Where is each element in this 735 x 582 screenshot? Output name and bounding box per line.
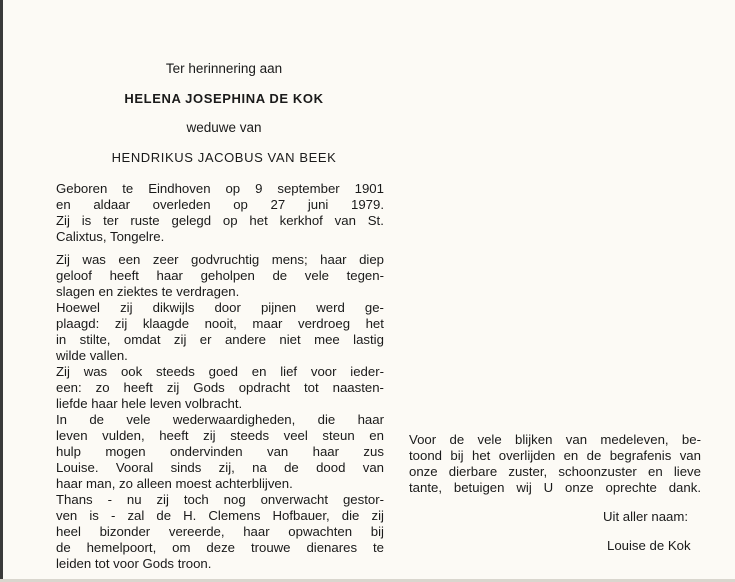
text-line: wilde vallen. [56, 348, 128, 363]
text-line: leven vulden, heeft zij steeds veel steun en [56, 428, 384, 443]
text-line: toond bij het overlijden en de begrafenis van [409, 448, 701, 463]
text-line: de hemelpoort, om deze trouwe dienares te [56, 540, 384, 555]
text-line: Zij was een zeer godvruchtig mens; haar diep [56, 252, 384, 267]
text-line: liefde haar hele leven volbracht. [56, 396, 243, 411]
text-line: Louise. Vooral sinds zij, na de dood van [56, 460, 384, 475]
biography-paragraph-1 [56, 181, 384, 245]
text-line: Zij was ook steeds goed en lief voor ieder- [56, 364, 384, 379]
text-line: Thans - nu zij toch nog onverwacht gestor- [56, 492, 384, 507]
text-line: tante, betuigen wij U onze oprechte dank. [409, 480, 701, 495]
text-line: slagen en ziektes te verdragen. [56, 284, 240, 299]
spouse-name: HENDRIKUS JACOBUS VAN BEEK [111, 150, 337, 165]
text-line: en aldaar overleden op 27 juni 1979. [56, 197, 384, 212]
text-line: Hoewel zij dikwijls door pijnen werd ge- [56, 300, 384, 315]
text-line: Geboren te Eindhoven op 9 september 1901 [56, 181, 384, 196]
thanks-paragraph [409, 432, 701, 496]
relation-text: weduwe van [186, 120, 262, 135]
intro-text: Ter herinnering aan [165, 61, 283, 76]
text-line: haar man, zo alleen moest achterblijven. [56, 476, 293, 491]
text-line: Voor de vele blijken van medeleven, be- [409, 432, 701, 447]
text-line: onze dierbare zuster, schoonzuster en lieve [409, 464, 701, 479]
text-line: In de vele wederwaardigheden, die haar [56, 412, 384, 427]
text-line: Zij is ter ruste gelegd op het kerkhof van St. [56, 213, 384, 228]
text-line: in stilte, omdat zij er andere niet mee lastig [56, 332, 384, 347]
text-line: hulp mogen ondervinden van haar zus [56, 444, 384, 459]
text-line: heel bizonder vereerde, haar opwachten bij [56, 524, 384, 539]
text-line: geloof heeft haar geholpen de vele tegen- [56, 268, 384, 283]
signoff-text: Uit aller naam: [603, 509, 689, 524]
text-line: Calixtus, Tongelre. [56, 229, 165, 244]
deceased-name: HELENA JOSEPHINA DE KOK [124, 91, 324, 106]
text-line: leiden tot voor Gods troon. [56, 556, 212, 571]
signature-name: Louise de Kok [607, 538, 691, 553]
text-line: plaagd: zij klaagde nooit, maar verdroeg het [56, 316, 384, 331]
card-left-edge [0, 0, 3, 582]
biography-paragraph-2 [56, 252, 384, 572]
text-line: een: zo heeft zij Gods opdracht tot naasten- [56, 380, 384, 395]
text-line: ven is - zal de H. Clemens Hofbauer, die zij [56, 508, 384, 523]
